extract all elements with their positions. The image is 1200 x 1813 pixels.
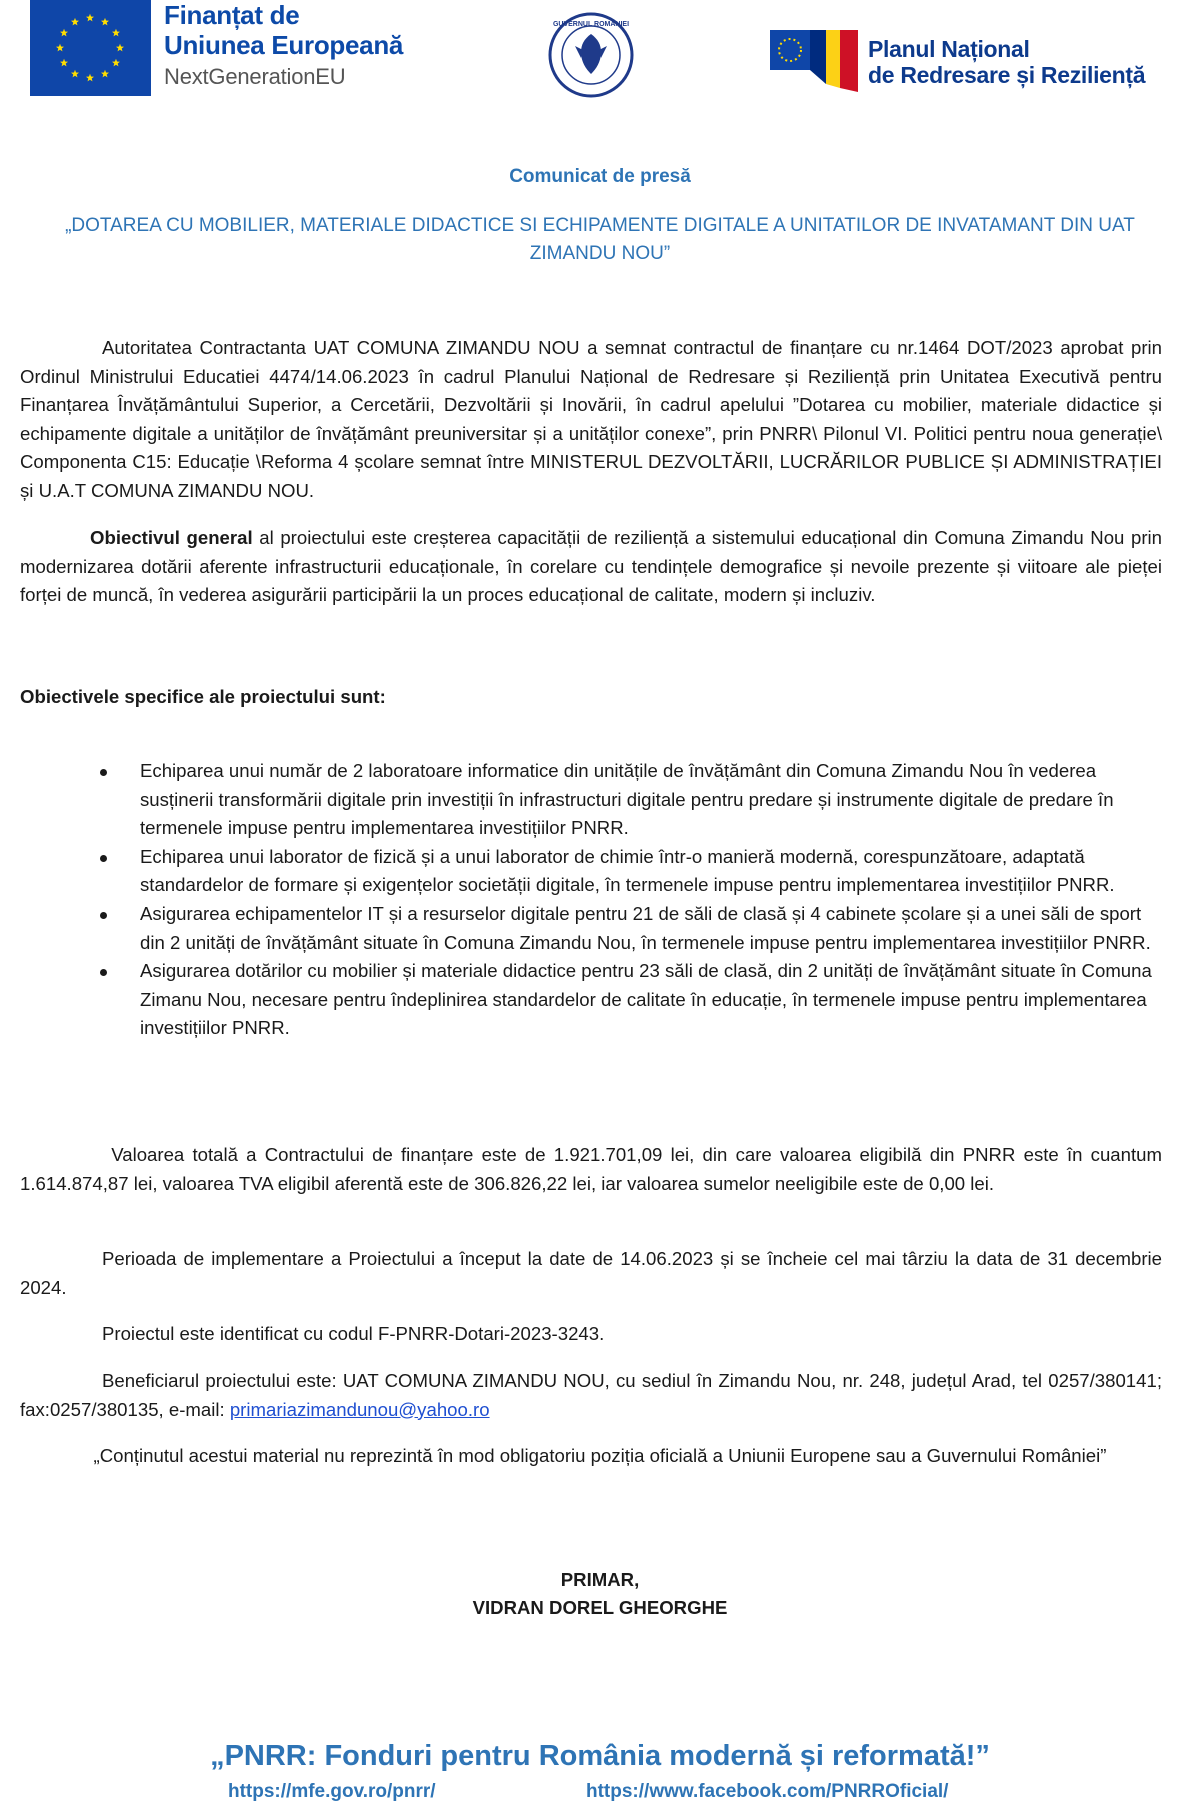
contract-paragraph-text: Autoritatea Contractanta UAT COMUNA ZIMANDU NOU a semnat contractul de finanțare cu nr.1464 DOT/2023 aprobat prin Ordinul Ministrului Educatiei 4474/14.06.2023 în cadrul Planului Național de Redresare și Reziliență prin Unitatea Executivă pentru Finanțarea Învățământului Superior, a Cercetării, Dezvoltării și Inovării, în cadrul apelului ”Dotarea cu mobilier, materiale didactice și echipamente digitale a unităților de învățământ preuniversitar și a unităților conexe”, prin PNRR\ Pilonul VI. Politici pentru noua generație\ Componenta C15: Educație \Reforma 4 școlare semnat între MINISTERUL DEZVOLTĂRII, LUCRĂRILOR PUBLICE ȘI ADMINISTRAȚIEI și U.A.T COMUNA ZIMANDU NOU. — [20, 337, 1162, 501]
bullet-icon — [100, 912, 107, 919]
eu-funding-logo — [30, 0, 404, 96]
period-paragraph-text: Perioada de implementare a Proiectului a început la date de 14.06.2023 și se încheie cel mai târziu la data de 31 decembrie 2024. — [20, 1248, 1162, 1298]
list-item — [95, 900, 1165, 957]
eu-flag-icon — [30, 0, 151, 96]
general-objective-text: al proiectului este creșterea capacității de reziliență a sistemului educațional din Comuna Zimandu Nou prin modernizarea dotării aferente infrastructurii educaționale, în corelare cu tendințele demografice și nevoile prezente și viitoare ale pieței forței de muncă, în vederea asigurării participării la un proces educațional de calitate, modern și incluziv. — [20, 527, 1162, 606]
signatory-title: PRIMAR, — [560, 1569, 640, 1590]
footer-slogan: „PNRR: Fonduri pentru România modernă și reformată!” — [210, 1740, 990, 1772]
period-paragraph — [20, 1245, 1162, 1302]
general-objective-label: Obiectivul general — [90, 527, 253, 548]
list-item-text: Echiparea unui număr de 2 laboratoare informatice din unitățile de învățământ din Comuna Zimandu Nou în vederea susținerii transformării digitale prin investiții în infrastructuri digitale pentru predare și instrumente digitale de predare în termenele impuse pentru implementarea investițiilor PNRR. — [140, 760, 1114, 839]
footer-url-facebook[interactable]: https://www.facebook.com/PNRROficial/ — [586, 1781, 949, 1802]
bullet-icon — [100, 855, 107, 862]
specific-objectives-heading: Obiectivele specifice ale proiectului sunt: — [20, 686, 386, 707]
pnrr-logo-line2: de Redresare și Reziliență — [868, 62, 1146, 88]
eu-logo-line1: Finanțat de — [164, 0, 300, 30]
email-link[interactable]: primariazimandunou@yahoo.ro — [229, 1398, 490, 1420]
general-objective-paragraph — [20, 524, 1162, 610]
document-title: Comunicat de presă — [509, 166, 691, 187]
specific-objectives-list — [95, 757, 1165, 1043]
value-paragraph — [20, 1141, 1162, 1198]
gov-seal-text: GUVERNUL ROMÂNIEI — [552, 21, 630, 28]
list-item-text: Echiparea unui laborator de fizică și a unui laborator de chimie într-o manieră modernă, corespunzătoare, adaptată standardelor de formare și exigențelor societății digitale, în termenele impuse pentru implementarea investițiilor PNRR. — [140, 845, 1115, 896]
eu-logo-line3: NextGenerationEU — [164, 64, 346, 89]
signatory-name: VIDRAN DOREL GHEORGHE — [472, 1597, 728, 1618]
code-paragraph-text: Proiectul este identificat cu codul F-PNRR-Dotari-2023-3243. — [102, 1323, 605, 1344]
pnrr-flag-icon — [770, 22, 860, 92]
contract-paragraph — [20, 334, 1162, 506]
list-item-text: Asigurarea echipamentelor IT și a resurselor digitale pentru 21 de săli de clasă și 4 cabinete școlare și a unei săli de sport din 2 unități de învățământ situate în Comuna Zimandu Nou, în termenele impuse pentru implementarea investițiilor PNRR. — [140, 902, 1151, 953]
value-paragraph-text: Valoarea totală a Contractului de finanțare este de 1.921.701,09 lei, din care valoarea eligibilă din PNRR este în cuantum 1.614.874,87 lei, valoarea TVA eligibil aferentă este de 306.826,22 lei, iar valoarea sumelor neeligibile este de 0,00 lei. — [20, 1144, 1162, 1194]
disclaimer: „Conținutul acestui material nu reprezintă în mod obligatoriu poziția oficială a Uniunii Europene sau a Guvernului României” — [93, 1445, 1107, 1466]
list-item — [95, 957, 1165, 1043]
document-subtitle: „DOTAREA CU MOBILIER, MATERIALE DIDACTICE SI ECHIPAMENTE DIGITALE A UNITATILOR DE INVATAMANT DIN UAT ZIMANDU NOU” — [65, 215, 1135, 264]
romanian-government-seal-icon — [548, 12, 634, 98]
bullet-icon — [100, 969, 107, 976]
list-item — [95, 843, 1165, 900]
beneficiary-paragraph — [20, 1367, 1162, 1424]
eu-logo-line2: Uniunea Europeană — [164, 30, 404, 60]
list-item-text: Asigurarea dotărilor cu mobilier și materiale didactice pentru 23 săli de clasă, din 2 unități de învățământ situate în Comuna Zimanu Nou, necesare pentru îndeplinirea standardelor de calitate în educație, în termenele impuse pentru implementarea investițiilor PNRR. — [140, 960, 1152, 1039]
list-item — [95, 757, 1165, 843]
beneficiary-paragraph-text: Beneficiarul proiectului este: UAT COMUNA ZIMANDU NOU, cu sediul în Zimandu Nou, nr. 248, județul Arad, tel 0257/380141; fax:0257/380135, e-mail: — [20, 1370, 1162, 1420]
pnrr-logo — [770, 22, 1170, 102]
bullet-icon — [100, 769, 107, 776]
code-paragraph — [20, 1320, 1162, 1349]
pnrr-logo-line1: Planul Național — [868, 36, 1030, 62]
footer-url-mfe[interactable]: https://mfe.gov.ro/pnrr/ — [228, 1781, 436, 1802]
